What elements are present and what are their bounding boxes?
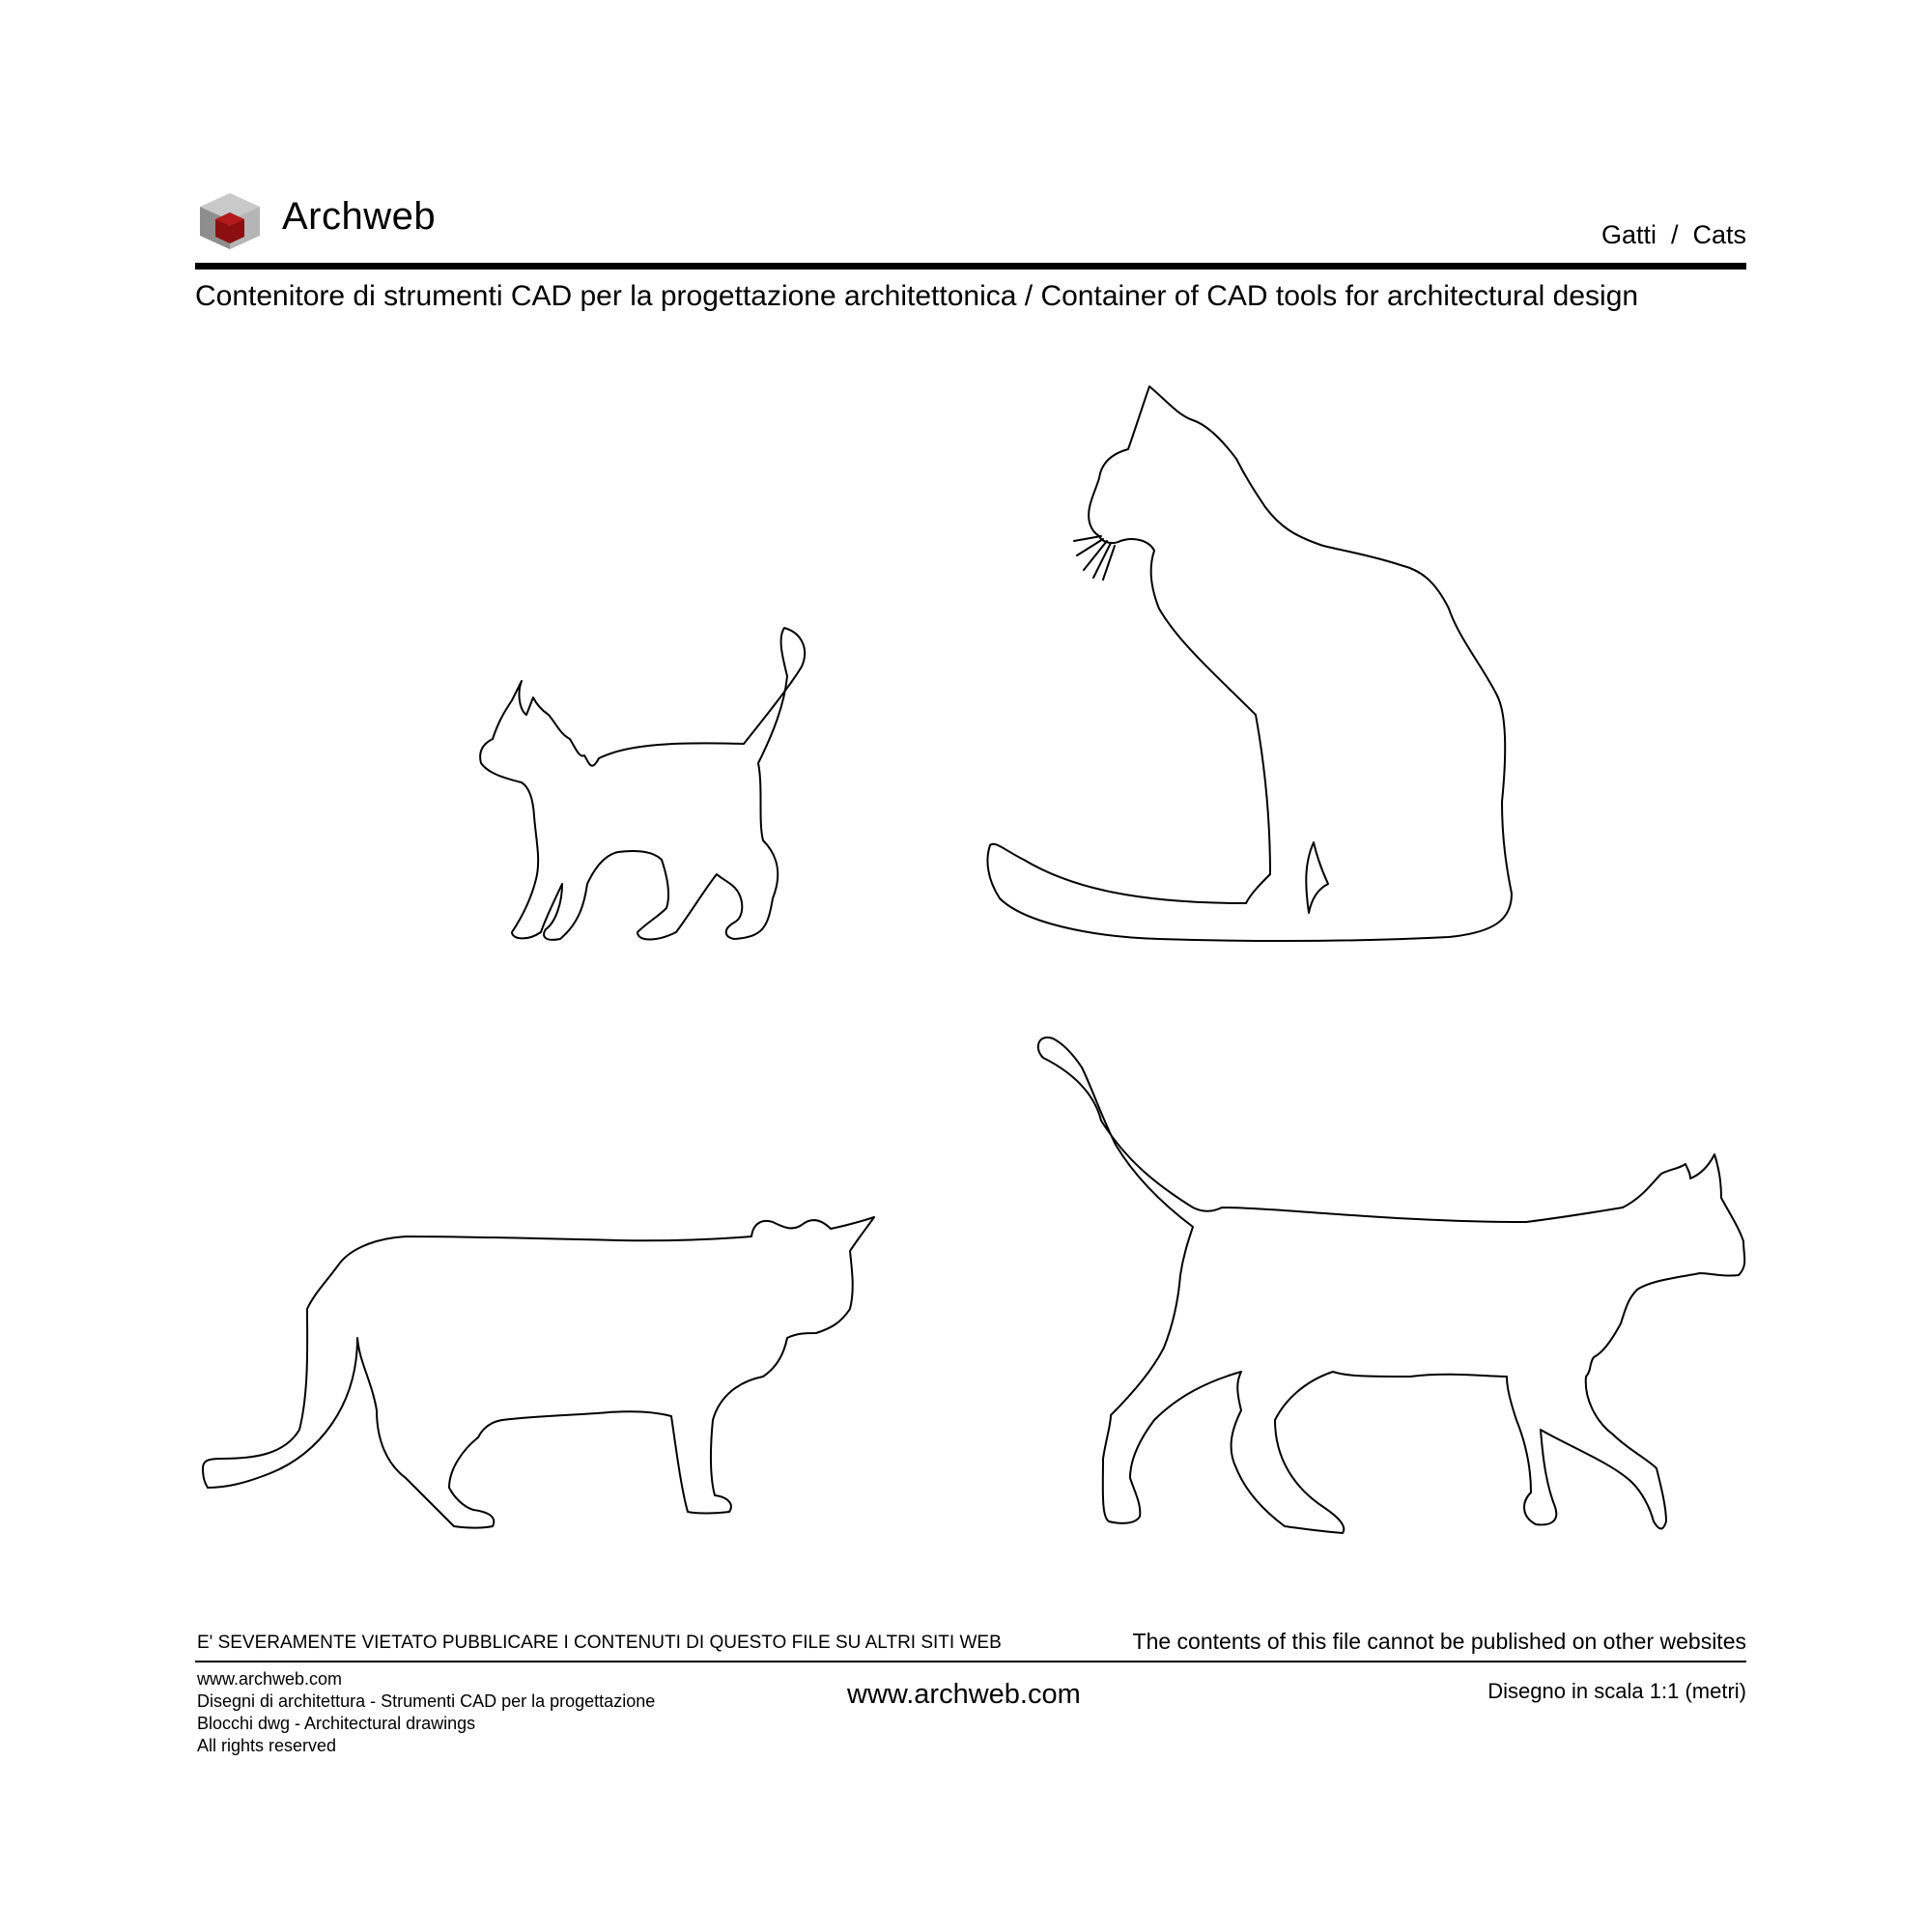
footer-divider bbox=[195, 1661, 1746, 1662]
page-title: Gatti / Cats bbox=[1600, 220, 1746, 249]
scale-note: Disegno in scala 1:1 (metri) bbox=[1487, 1679, 1746, 1703]
info-line-blocks: Blocchi dwg - Architectural drawings bbox=[197, 1714, 476, 1733]
cat-standing-outline bbox=[203, 1217, 874, 1528]
kitten-walking-outline bbox=[480, 628, 805, 940]
cat-sitting-outline bbox=[987, 386, 1512, 941]
cat-walking-outline bbox=[1038, 1037, 1744, 1533]
info-block bbox=[197, 1668, 655, 1757]
cat-sitting-hind-paw bbox=[1306, 842, 1328, 913]
info-line-description: Disegni di architettura - Strumenti CAD per la progettazione bbox=[197, 1691, 656, 1711]
brand-name: Archweb bbox=[282, 195, 437, 238]
website-url: www.archweb.com bbox=[847, 1679, 1081, 1710]
warning-italian: E' SEVERAMENTE VIETATO PUBBLICARE I CONTENUTI DI QUESTO FILE SU ALTRI SITI WEB bbox=[197, 1633, 1002, 1653]
page-subtitle: Contenitore di strumenti CAD per la progettazione architettonica / Container of CAD tools for architectural design bbox=[195, 280, 1639, 312]
info-line-rights: All rights reserved bbox=[197, 1736, 337, 1755]
warning-english: The contents of this file cannot be published on other websites bbox=[1132, 1629, 1746, 1654]
info-line-website: www.archweb.com bbox=[197, 1669, 343, 1689]
